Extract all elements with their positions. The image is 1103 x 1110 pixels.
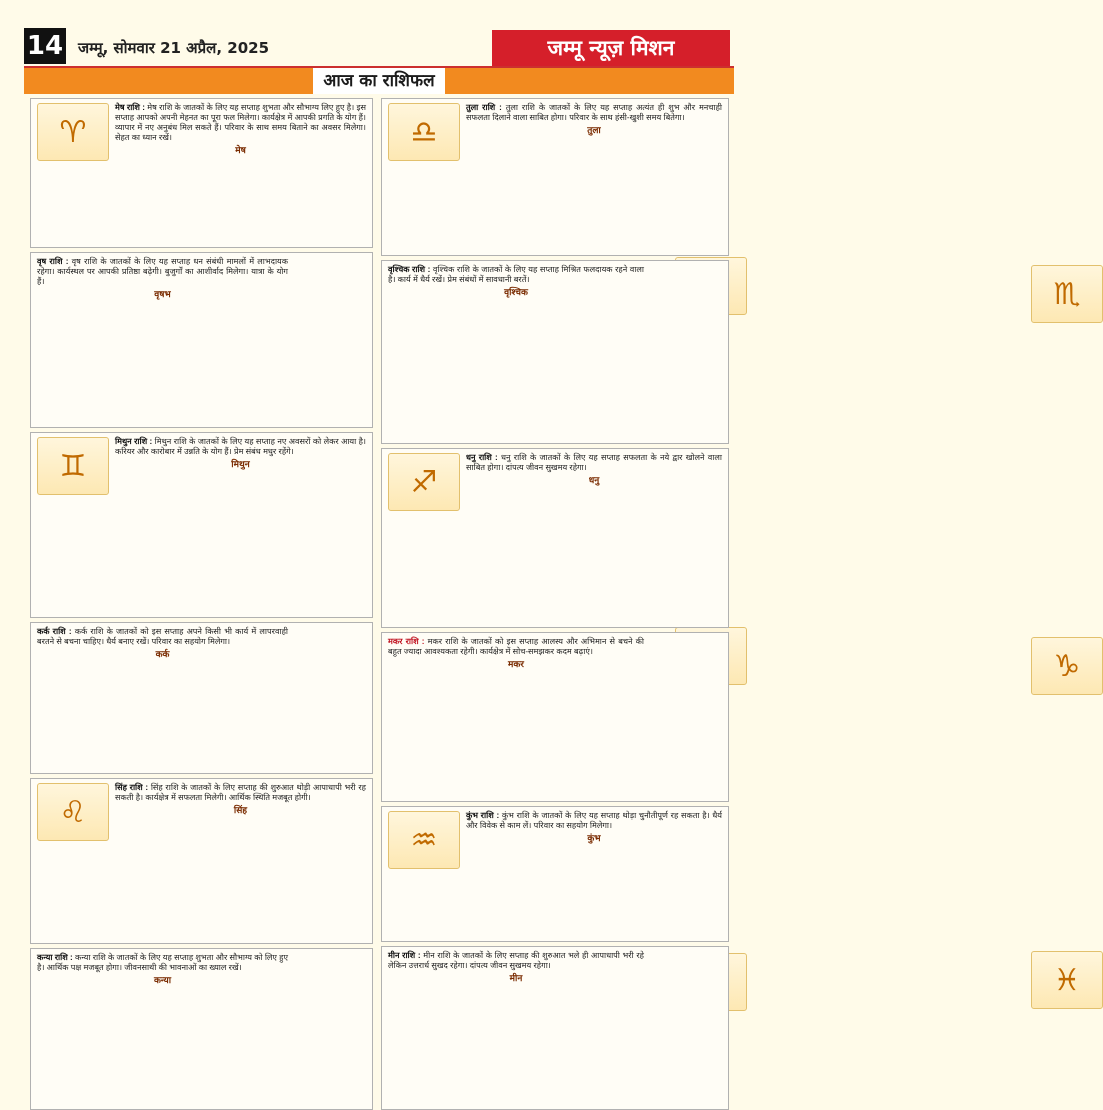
masthead [0,0,758,66]
sign-card-tula: ♎ तुला राशि : तुला राशि के जातकों के लिए यह सप्ताह अत्यंत ही शुभ और मनचाही सफलता दिलाने वाला साबित होगा। परिवार के साथ हंसी-खुशी समय बितेगा। तुला [381,98,729,256]
sign-card-vrish: वृष राशि : वृष राशि के जातकों के लिए यह सप्ताह धन संबंधी मामलों में लाभदायक रहेगा। कार्यस्थल पर आपकी प्रतिष्ठा बढ़ेगी। बुजुर्गों का आशीर्वाद मिलेगा। यात्रा के योग हैं। वृषभ [30,252,373,428]
sign-card-kumbh: ♒ कुंभ राशि : कुंभ राशि के जातकों के लिए यह सप्ताह थोड़ा चुनौतीपूर्ण रह सकता है। धैर्य और विवेक से काम लें। परिवार का सहयोग मिलेगा। कुंभ [381,806,729,942]
scorpio-icon: ♏ [1031,265,1103,323]
sign-card-singh: ♌ सिंह राशि : सिंह राशि के जातकों के लिए सप्ताह की शुरुआत थोड़ी आपाधापी भरी रह सकती है। कार्यक्षेत्र में सफलता मिलेगी। आर्थिक स्थिति मजबूत होगी। सिंह [30,778,373,944]
sign-card-vrishchik: ♏ वृश्चिक राशि : वृश्चिक राशि के जातकों के लिए यह सप्ताह मिश्रित फलदायक रहने वाला है। कार्य में धैर्य रखें। प्रेम संबंधों में सावधानी बरतें। वृश्चिक [381,260,729,444]
section-title: आज का राशिफल [309,68,449,94]
page-number: 14 [24,28,66,64]
aries-icon: ♈ [37,103,109,161]
capricorn-icon: ♑ [1031,637,1103,695]
leo-icon: ♌ [37,783,109,841]
sign-card-kanya: कन्या राशि : कन्या राशि के जातकों के लिए यह सप्ताह शुभता और सौभाग्य को लिए हुए है। आर्थिक पक्ष मजबूत होगा। जीवनसाथी की भावनाओं का ख्याल रखें। कन्या [30,948,373,1110]
gemini-icon: ♊ [37,437,109,495]
aquarius-icon: ♒ [388,811,460,869]
sign-card-mesh: ♈ मेष राशि : मेष राशि के जातकों के लिए यह सप्ताह शुभता और सौभाग्य लिए हुए है। इस सप्ताह आपको अपनी मेहनत का पूरा फल मिलेगा। कार्यक्षेत्र में आपकी प्रगति के योग हैं। व्यापार में नए अनुबंध मिल सकते हैं। परिवार के साथ समय बिताने का अवसर मिलेगा। सेहत का ध्यान रखें। मेष [30,98,373,248]
sign-card-meen: ♓ मीन राशि : मीन राशि के जातकों के लिए सप्ताह की शुरुआत भले ही आपाधापी भरी रहे लेकिन उत्तरार्ध सुखद रहेगा। दांपत्य जीवन सुखमय रहेगा। मीन [381,946,729,1110]
libra-icon: ♎ [388,103,460,161]
sign-card-kark: कर्क राशि : कर्क राशि के जातकों को इस सप्ताह अपने किसी भी कार्य में लापरवाही बरतने से बचना चाहिए। धैर्य बनाए रखें। परिवार का सहयोग मिलेगा। कर्क [30,622,373,774]
sign-card-mithun: ♊ मिथुन राशि : मिथुन राशि के जातकों के लिए यह सप्ताह नए अवसरों को लेकर आया है। करियर और कारोबार में उन्नति के योग हैं। प्रेम संबंध मधुर रहेंगे। मिथुन [30,432,373,618]
pisces-icon: ♓ [1031,951,1103,1009]
sign-card-makar: ♑ मकर राशि : मकर राशि के जातकों को इस सप्ताह आलस्य और अभिमान से बचने की बहुत ज्यादा आवश्यकता रहेगी। कार्यक्षेत्र में सोच-समझकर कदम बढ़ाएं। मकर [381,632,729,802]
sagittarius-icon: ♐ [388,453,460,511]
section-banner [24,68,734,94]
sign-card-dhanu: ♐ धनु राशि : धनु राशि के जातकों के लिए यह सप्ताह सफलता के नये द्वार खोलने वाला साबित होगा। दांपत्य जीवन सुखमय रहेगा। धनु [381,448,729,628]
brand-logo: जम्मू न्यूज़ मिशन [492,30,730,66]
dateline: जम्मू, सोमवार 21 अप्रैल, 2025 [78,39,270,57]
